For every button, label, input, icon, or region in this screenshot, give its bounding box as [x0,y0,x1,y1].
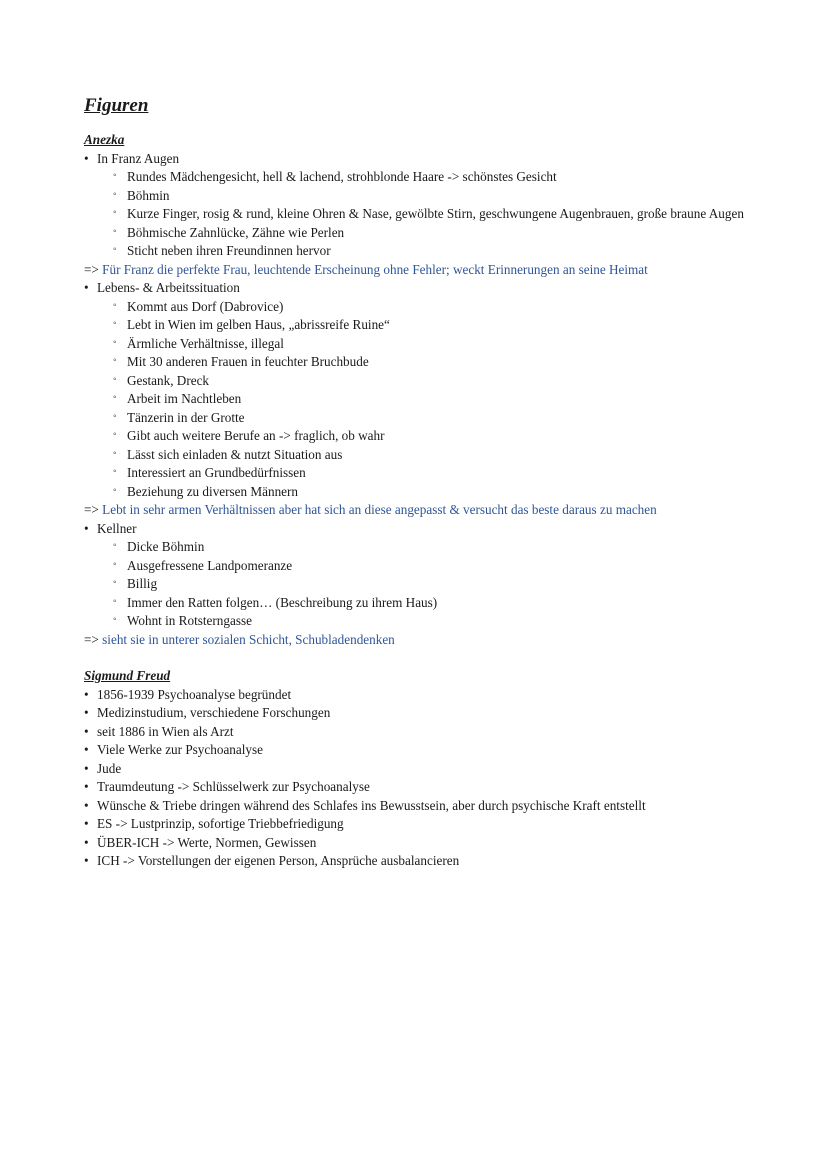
list-item [84,150,804,261]
bullet-icon: • [84,280,89,295]
list-item-text: Wünsche & Triebe dringen während des Schlafes ins Bewusstsein, aber durch psychische Kraft entstellt [97,797,646,813]
bullet-icon: • [84,520,89,536]
sub-item-text: Böhmische Zahnlücke, Zähne wie Perlen [127,224,345,240]
sub-item-text: Lässt sich einladen & nutzt Situation aus [127,446,343,462]
circle-bullet-icon: ◦ [113,336,117,348]
circle-bullet-icon: ◦ [113,170,117,181]
sub-item-text: Lebt in Wien im gelben Haus, „abrissreife Ruine“ [127,317,390,332]
bullet-icon: • [84,742,89,757]
circle-bullet-icon: ◦ [113,355,117,366]
list-item [84,723,804,742]
section-anezka [84,131,804,649]
page-title: Figuren [84,95,149,116]
bullet-icon: • [84,816,89,831]
circle-bullet-icon: ◦ [113,318,117,329]
conclusion-text: sieht sie in unterer sozialen Schicht, Schubladendenken [102,631,395,647]
sub-list-item [113,372,804,391]
bullet-icon: • [84,686,89,702]
document-page [84,93,804,871]
freud-list [84,686,804,871]
list-item-text: seit 1886 in Wien als Arzt [97,723,234,739]
sub-list [113,298,804,502]
sub-item-text: Kurze Finger, rosig & rund, kleine Ohren & Nase, gewölbte Stirn, geschwungene Augenbrauen, große braune Augen [127,206,744,221]
list-item [84,815,804,834]
list-item [84,686,804,705]
section-heading: Anezka [84,132,125,147]
list-item-text: Traumdeutung -> Schlüsselwerk zur Psychoanalyse [97,779,370,794]
list-item [84,760,804,779]
sub-list-item [113,187,804,206]
sub-item-text: Tänzerin in der Grotte [127,409,245,425]
sub-list-item [113,242,804,261]
sub-list-item [113,446,804,465]
circle-bullet-icon: ◦ [113,540,117,551]
anezka-list [84,279,804,501]
section-sigmund-freud [84,667,804,871]
list-item-text: ES -> Lustprinzip, sofortige Triebbefriedigung [97,816,344,831]
sub-item-text: Billig [127,576,158,591]
list-item [84,778,804,797]
bullet-icon: • [84,705,89,720]
sub-list-item [113,205,804,224]
conclusion-note [84,631,804,650]
conclusion-text: Für Franz die perfekte Frau, leuchtende Erscheinung ohne Fehler; weckt Erinnerungen an seine Heimat [102,261,648,277]
anezka-list [84,520,804,631]
anezka-list [84,150,804,261]
sub-list-item [113,612,804,631]
sub-list-item [113,594,804,613]
list-item-text: Viele Werke zur Psychoanalyse [97,742,263,757]
sub-list-item [113,483,804,502]
sub-list-item [113,538,804,557]
arrow-icon: => [84,261,99,277]
bullet-icon: • [84,760,89,776]
sub-list-item [113,353,804,372]
circle-bullet-icon: ◦ [113,410,117,422]
arrow-icon: => [84,502,99,517]
list-item [84,852,804,871]
bullet-icon: • [84,853,89,868]
group-label: Lebens- & Arbeitssituation [97,280,240,295]
circle-bullet-icon: ◦ [113,244,117,255]
sub-list-item [113,168,804,187]
sub-list-item [113,557,804,576]
sub-list-item [113,298,804,317]
sub-item-text: Mit 30 anderen Frauen in feuchter Bruchbude [127,354,369,369]
sub-list [113,168,804,261]
sub-list-item [113,409,804,428]
circle-bullet-icon: ◦ [113,299,117,311]
bullet-icon: • [84,834,89,850]
list-item-text: Jude [97,760,122,776]
group-label: In Franz Augen [97,150,180,166]
section-spacer [84,649,804,667]
list-item-text: ÜBER-ICH -> Werte, Normen, Gewissen [97,834,317,850]
sub-list-item [113,335,804,354]
circle-bullet-icon: ◦ [113,595,117,607]
sub-list-item [113,575,804,594]
conclusion-note [84,501,804,520]
sub-item-text: Sticht neben ihren Freundinnen hervor [127,243,331,258]
list-item [84,797,804,816]
circle-bullet-icon: ◦ [113,466,117,477]
bullet-icon: • [84,150,89,166]
sub-list-item [113,224,804,243]
group-label: Kellner [97,520,137,536]
bullet-icon: • [84,723,89,739]
circle-bullet-icon: ◦ [113,447,117,459]
bullet-icon: • [84,797,89,813]
circle-bullet-icon: ◦ [113,225,117,237]
sub-list [113,538,804,631]
circle-bullet-icon: ◦ [113,577,117,588]
conclusion-note [84,261,804,280]
list-item [84,704,804,723]
sub-item-text: Gestank, Dreck [127,372,210,388]
sub-item-text: Ausgefressene Landpomeranze [127,557,293,573]
circle-bullet-icon: ◦ [113,429,117,440]
circle-bullet-icon: ◦ [113,614,117,625]
list-item-text: ICH -> Vorstellungen der eigenen Person, Ansprüche ausbalancieren [97,853,460,868]
section-heading: Sigmund Freud [84,668,171,683]
list-item-text: Medizinstudium, verschiedene Forschungen [97,705,331,720]
list-item [84,741,804,760]
circle-bullet-icon: ◦ [113,392,117,403]
list-item [84,520,804,631]
list-item [84,834,804,853]
circle-bullet-icon: ◦ [113,207,117,218]
sub-item-text: Wohnt in Rotsterngasse [127,613,252,628]
sub-item-text: Böhmin [127,187,170,203]
sub-item-text: Interessiert an Grundbedürfnissen [127,465,306,480]
sub-item-text: Rundes Mädchengesicht, hell & lachend, strohblonde Haare -> schönstes Gesicht [127,169,557,184]
sub-item-text: Gibt auch weitere Berufe an -> fraglich, ob wahr [127,428,385,443]
circle-bullet-icon: ◦ [113,558,117,570]
arrow-icon: => [84,631,99,647]
sub-list-item [113,390,804,409]
conclusion-text: Lebt in sehr armen Verhältnissen aber hat sich an diese angepasst & versucht das beste daraus zu machen [102,502,657,517]
list-item [84,279,804,501]
sub-list-item [113,464,804,483]
sub-item-text: Ärmliche Verhältnisse, illegal [127,335,284,351]
sub-item-text: Immer den Ratten folgen… (Beschreibung zu ihrem Haus) [127,594,438,610]
sub-list-item [113,427,804,446]
circle-bullet-icon: ◦ [113,484,117,496]
sub-item-text: Dicke Böhmin [127,539,205,554]
sub-item-text: Arbeit im Nachtleben [127,391,242,406]
sub-item-text: Kommt aus Dorf (Dabrovice) [127,298,284,314]
circle-bullet-icon: ◦ [113,373,117,385]
sub-item-text: Beziehung zu diversen Männern [127,483,299,499]
list-item-text: 1856-1939 Psychoanalyse begründet [97,686,292,702]
bullet-icon: • [84,779,89,794]
circle-bullet-icon: ◦ [113,188,117,200]
sub-list-item [113,316,804,335]
